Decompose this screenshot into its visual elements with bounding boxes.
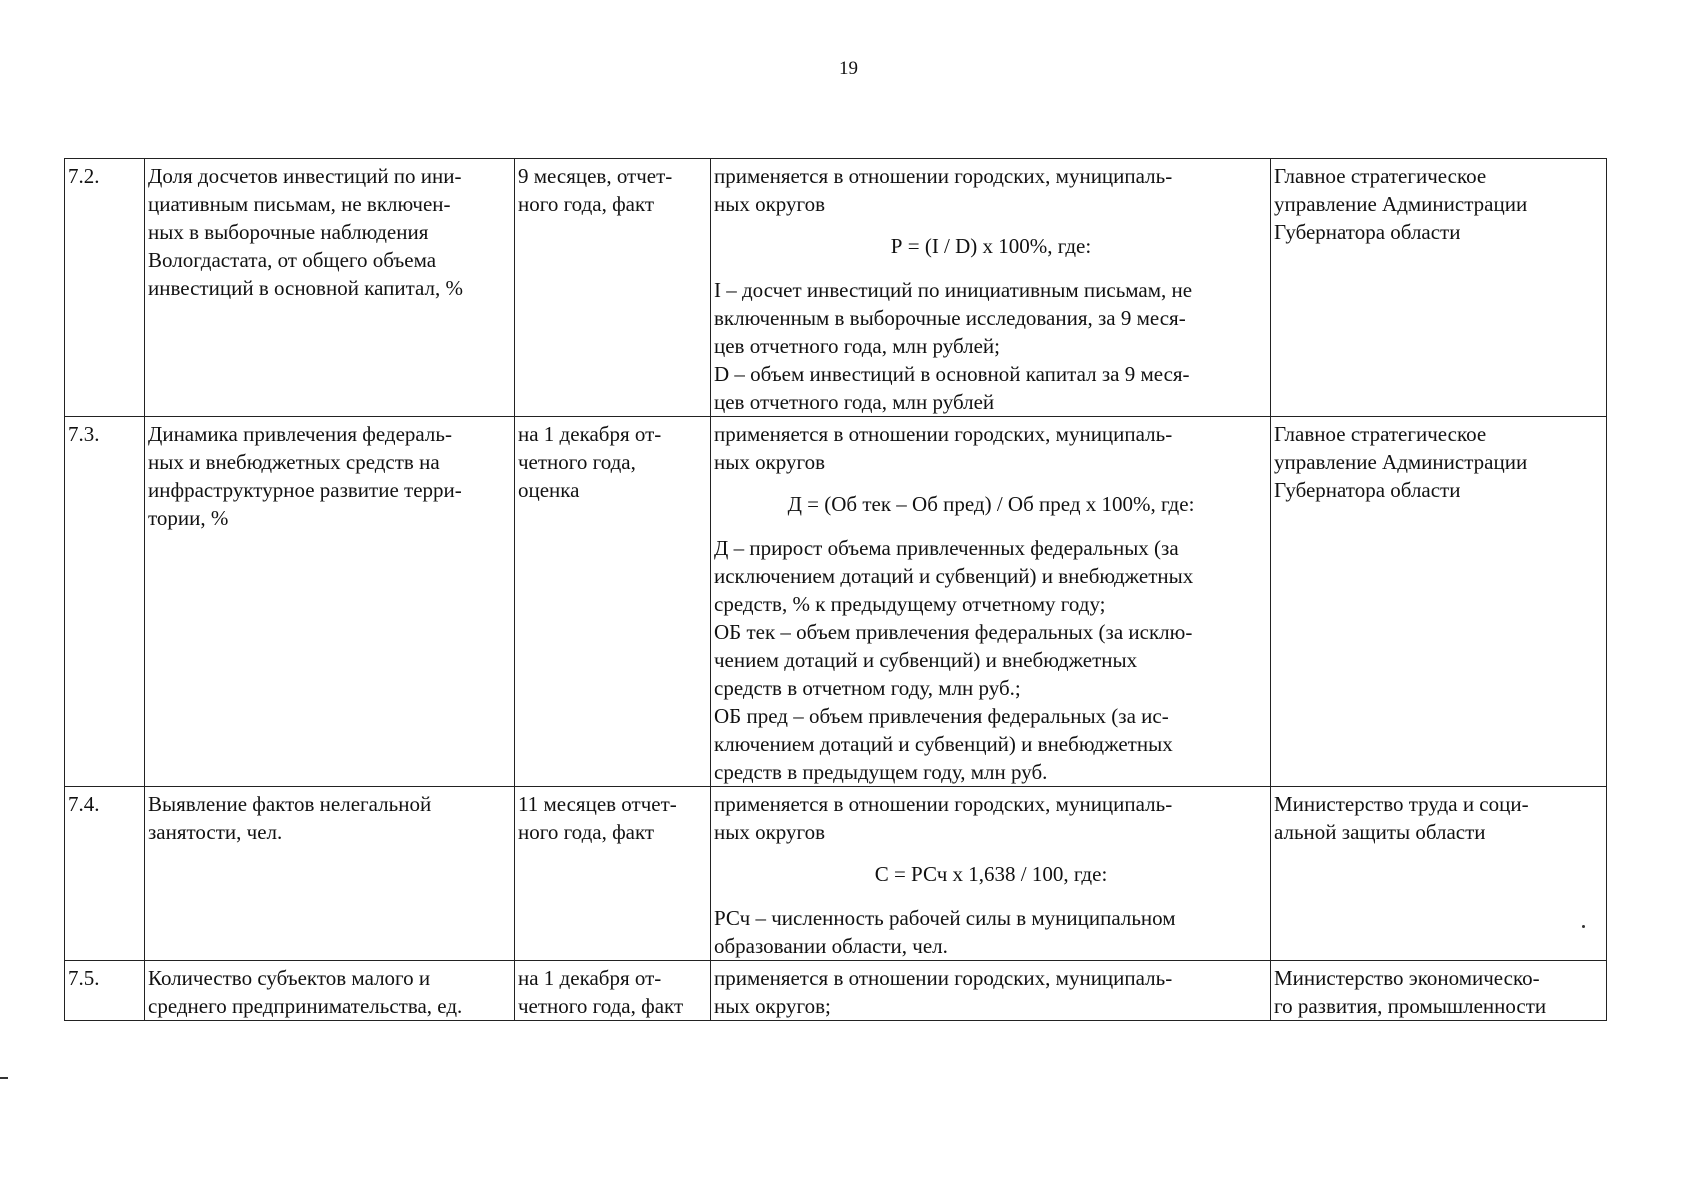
period-cell: [515, 417, 711, 787]
cell-line: на 1 декабря от-: [518, 422, 662, 446]
cell-line: на 1 декабря от-: [518, 966, 662, 990]
table-row: [65, 961, 1607, 1021]
cell-line: I – досчет инвестиций по инициативным письмам, не: [714, 278, 1193, 302]
page-number: 19: [839, 58, 858, 79]
row-number-cell: 7.3.: [65, 417, 145, 787]
cell-line: Вологдастата, от общего объема: [148, 248, 437, 272]
cell-line: инвестиций в основной капитал, %: [148, 276, 464, 300]
indicator-name-cell: [145, 787, 515, 961]
cell-line: ных в выборочные наблюдения: [148, 220, 429, 244]
cell-line: ных округов;: [714, 994, 831, 1018]
method-cell: [711, 961, 1271, 1021]
cell-line: инфраструктурное развитие терри-: [148, 478, 462, 502]
table-row: [65, 787, 1607, 961]
cell-line: ных округов: [714, 820, 826, 844]
cell-line: цев отчетного года, млн рублей: [714, 390, 995, 414]
cell-line: четного года,: [518, 450, 636, 474]
cell-line: D – объем инвестиций в основной капитал за 9 меся-: [714, 362, 1190, 386]
cell-line: Губернатора области: [1274, 478, 1461, 502]
row-number-cell: 7.2.: [65, 159, 145, 417]
period-cell: [515, 787, 711, 961]
cell-line: Количество субъектов малого и: [148, 966, 431, 990]
cell-line: ключением дотаций и субвенций) и внебюджетных: [714, 732, 1173, 756]
cell-line: четного года, факт: [518, 994, 684, 1018]
cell-line: ных округов: [714, 192, 826, 216]
cell-line: исключением дотаций и субвенций) и внебюджетных: [714, 564, 1194, 588]
cell-line: применяется в отношении городских, муниципаль-: [714, 164, 1173, 188]
indicator-name-cell: [145, 417, 515, 787]
responsible-cell: [1271, 787, 1607, 961]
indicators-table: [64, 158, 1607, 1021]
period-cell: [515, 159, 711, 417]
cell-line: управление Администрации: [1274, 450, 1528, 474]
cell-line: ного года, факт: [518, 820, 655, 844]
cell-line: 9 месяцев, отчет-: [518, 164, 673, 188]
cell-line: применяется в отношении городских, муниципаль-: [714, 966, 1173, 990]
responsible-cell: [1271, 417, 1607, 787]
cell-line: тории, %: [148, 506, 229, 530]
cell-line: средств в отчетном году, млн руб.;: [714, 676, 1021, 700]
table-row: [65, 159, 1607, 417]
cell-line: цев отчетного года, млн рублей;: [714, 334, 1000, 358]
indicator-name-cell: [145, 961, 515, 1021]
cell-line: циативным письмам, не включен-: [148, 192, 451, 216]
cell-line: Министерство труда и соци-: [1274, 792, 1529, 816]
cell-line: Губернатора области: [1274, 220, 1461, 244]
method-cell: [711, 159, 1271, 417]
formula: Д = (Об тек – Об пред) / Об пред х 100%, где:: [787, 492, 1195, 516]
cell-line: применяется в отношении городских, муниципаль-: [714, 422, 1173, 446]
row-number-cell: 7.4.: [65, 787, 145, 961]
cell-line: образовании области, чел.: [714, 934, 948, 958]
row-number-cell: 7.5.: [65, 961, 145, 1021]
cell-line: Доля досчетов инвестиций по ини-: [148, 164, 462, 188]
cell-line: применяется в отношении городских, муниципаль-: [714, 792, 1173, 816]
cell-line: Министерство экономическо-: [1274, 966, 1540, 990]
cell-line: альной защиты области: [1274, 820, 1486, 844]
cell-line: ОБ пред – объем привлечения федеральных (за ис-: [714, 704, 1169, 728]
responsible-cell: [1271, 961, 1607, 1021]
cell-line: оценка: [518, 478, 580, 502]
cell-line: занятости, чел.: [148, 820, 283, 844]
cell-line: 11 месяцев отчет-: [518, 792, 677, 816]
formula: С = РСч х 1,638 / 100, где:: [874, 862, 1108, 886]
scan-dot: [1582, 925, 1585, 928]
cell-line: управление Администрации: [1274, 192, 1528, 216]
cell-line: ОБ тек – объем привлечения федеральных (за исклю-: [714, 620, 1193, 644]
cell-line: Динамика привлечения федераль-: [148, 422, 452, 446]
cell-line: ных округов: [714, 450, 826, 474]
cell-line: включенным в выборочные исследования, за 9 меся-: [714, 306, 1186, 330]
cell-line: среднего предпринимательства, ед.: [148, 994, 463, 1018]
responsible-cell: [1271, 159, 1607, 417]
formula: Р = (I / D) х 100%, где:: [890, 234, 1092, 258]
cell-line: го развития, промышленности: [1274, 994, 1547, 1018]
indicator-name-cell: [145, 159, 515, 417]
cell-line: ных и внебюджетных средств на: [148, 450, 440, 474]
table-row: [65, 417, 1607, 787]
cell-line: ного года, факт: [518, 192, 655, 216]
cell-line: РСч – численность рабочей силы в муниципальном: [714, 906, 1176, 930]
cell-line: Д – прирост объема привлеченных федеральных (за: [714, 536, 1179, 560]
cell-line: Выявление фактов нелегальной: [148, 792, 432, 816]
method-cell: [711, 787, 1271, 961]
cell-line: чением дотаций и субвенций) и внебюджетных: [714, 648, 1138, 672]
method-cell: [711, 417, 1271, 787]
period-cell: [515, 961, 711, 1021]
margin-mark: [0, 1077, 8, 1079]
cell-line: средств в предыдущем году, млн руб.: [714, 760, 1048, 784]
cell-line: Главное стратегическое: [1274, 164, 1487, 188]
cell-line: средств, % к предыдущему отчетному году;: [714, 592, 1106, 616]
cell-line: Главное стратегическое: [1274, 422, 1487, 446]
